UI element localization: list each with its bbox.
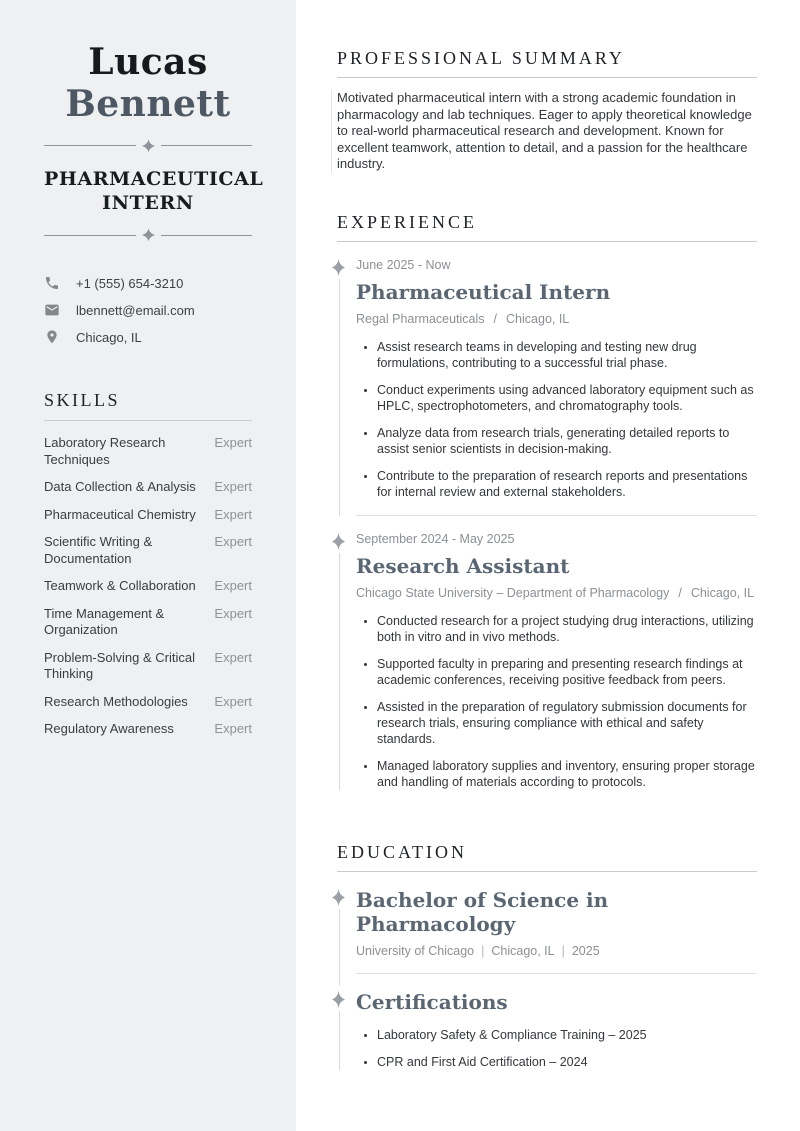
job-company-line xyxy=(356,586,757,600)
certification-item: • Laboratory Safety & Compliance Training – 2025 xyxy=(377,1027,757,1043)
contact-info xyxy=(44,275,252,345)
job-bullet: • Supported faculty in preparing and presenting research findings at academic conferences, receiving positive feedback from peers. xyxy=(377,656,757,688)
job-bullet: • Managed laboratory supplies and inventory, ensuring proper storage and handling of materials according to protocols. xyxy=(377,758,757,790)
last-name: Bennett xyxy=(65,82,231,125)
location-pin-icon xyxy=(44,329,60,345)
phone-icon xyxy=(44,275,60,291)
job-bullets xyxy=(356,339,757,500)
job-bullet: • Conducted research for a project studying drug interactions, utilizing both in vitro and in vivo methods. xyxy=(377,613,757,645)
job-title: Pharmaceutical Intern xyxy=(356,279,611,304)
separator: / xyxy=(678,585,682,600)
skill-row: Data Collection & Analysis Expert xyxy=(44,479,252,495)
email-address: lbennett@email.com xyxy=(76,302,195,318)
skill-row: Regulatory Awareness Expert xyxy=(44,721,252,737)
job-bullets xyxy=(356,613,757,790)
education-section xyxy=(337,842,757,1070)
school-location: Chicago, IL xyxy=(491,943,555,958)
skill-row: Teamwork & Collaboration Expert xyxy=(44,578,252,594)
summary-text: Motivated pharmaceutical intern with a strong academic foundation in pharmacology and lab techniques. Eager to apply theoretical knowledge to real-world pharmaceutical research and development. Known for excellent teamwork, attention to detail, and a passion for the healthcare industry. xyxy=(331,90,757,173)
ornament-divider xyxy=(44,139,252,153)
timeline-sparkle-icon xyxy=(332,889,345,906)
phone-number: +1 (555) 654-3210 xyxy=(76,275,184,291)
job-company: Regal Pharmaceuticals xyxy=(356,311,485,326)
job-bullet: • Contribute to the preparation of research reports and presentations for internal review and external stakeholders. xyxy=(377,468,757,500)
school-line xyxy=(356,944,757,958)
degree-title: Bachelor of Science in Pharmacology xyxy=(356,887,609,936)
experience-entry xyxy=(337,532,757,790)
experience-section xyxy=(337,212,757,790)
skill-row: Research Methodologies Expert xyxy=(44,693,252,709)
skill-row: Problem-Solving & Critical Thinking Expert xyxy=(44,649,252,682)
email-row xyxy=(44,302,252,318)
sidebar xyxy=(0,0,296,1131)
candidate-title: PHARMACEUTICAL INTERN xyxy=(44,167,264,214)
certification-item: • CPR and First Aid Certification – 2024 xyxy=(377,1054,757,1070)
skill-row: Scientific Writing & Documentation Expert xyxy=(44,534,252,566)
timeline-rail xyxy=(339,553,340,790)
job-location: Chicago, IL xyxy=(690,585,755,600)
skill-row: Laboratory Research Techniques Expert xyxy=(44,435,252,467)
timeline-rail xyxy=(339,1011,340,1070)
job-bullet: • Assist research teams in developing and testing new drug formulations, contributing to a successful trial phase. xyxy=(377,339,757,371)
timeline-sparkle-icon xyxy=(332,259,345,276)
summary-heading: PROFESSIONAL SUMMARY xyxy=(337,48,625,68)
sparkle-icon xyxy=(142,228,155,242)
phone-row xyxy=(44,275,252,291)
certification-bullets xyxy=(356,1027,757,1070)
experience-entry xyxy=(337,258,757,500)
separator: | xyxy=(561,943,565,958)
job-bullet: • Assisted in the preparation of regulatory submission documents for research trials, ensuring compliance with ethical and safety standards. xyxy=(377,699,757,747)
skills-rule xyxy=(44,420,252,421)
certifications-entry xyxy=(337,990,757,1070)
job-company: Chicago State University – Department of Pharmacology xyxy=(356,585,670,600)
skills-heading: SKILLS xyxy=(44,390,121,411)
location-row xyxy=(44,329,252,345)
ornament-divider xyxy=(44,228,252,242)
job-title: Research Assistant xyxy=(356,553,570,578)
entry-divider xyxy=(356,515,757,516)
separator: | xyxy=(481,943,485,958)
timeline-rail xyxy=(339,909,340,985)
experience-heading: EXPERIENCE xyxy=(337,211,477,232)
education-heading: EDUCATION xyxy=(337,841,467,862)
main-content xyxy=(296,0,800,1131)
job-bullet: • Analyze data from research trials, generating detailed reports to assist senior scientists in decision-making. xyxy=(377,425,757,457)
job-dates: June 2025 - Now xyxy=(356,257,451,272)
sparkle-icon xyxy=(142,139,155,153)
candidate-name xyxy=(44,42,252,126)
job-bullet: • Conduct experiments using advanced laboratory equipment such as HPLC, spectrophotometers, and chromatography tools. xyxy=(377,382,757,414)
timeline-rail xyxy=(339,279,340,516)
timeline-sparkle-icon xyxy=(332,533,345,550)
first-name: Lucas xyxy=(88,41,208,83)
experience-rule xyxy=(337,241,757,242)
summary-section xyxy=(337,48,757,173)
entry-divider xyxy=(356,973,757,974)
skill-row: Pharmaceutical Chemistry Expert xyxy=(44,506,252,522)
job-location: Chicago, IL xyxy=(506,311,570,326)
timeline-sparkle-icon xyxy=(332,991,345,1008)
separator: / xyxy=(493,311,498,326)
email-icon xyxy=(44,302,60,318)
certifications-title: Certifications xyxy=(356,989,508,1014)
job-dates: September 2024 - May 2025 xyxy=(356,531,515,546)
skill-row: Time Management & Organization Expert xyxy=(44,605,252,638)
education-rule xyxy=(337,871,757,872)
job-company-line xyxy=(356,312,757,326)
summary-rule xyxy=(337,77,757,78)
education-entry xyxy=(337,888,757,958)
school-name: University of Chicago xyxy=(356,943,475,958)
graduation-year: 2025 xyxy=(571,943,600,958)
location-text: Chicago, IL xyxy=(76,329,142,345)
skills-list xyxy=(44,435,252,738)
